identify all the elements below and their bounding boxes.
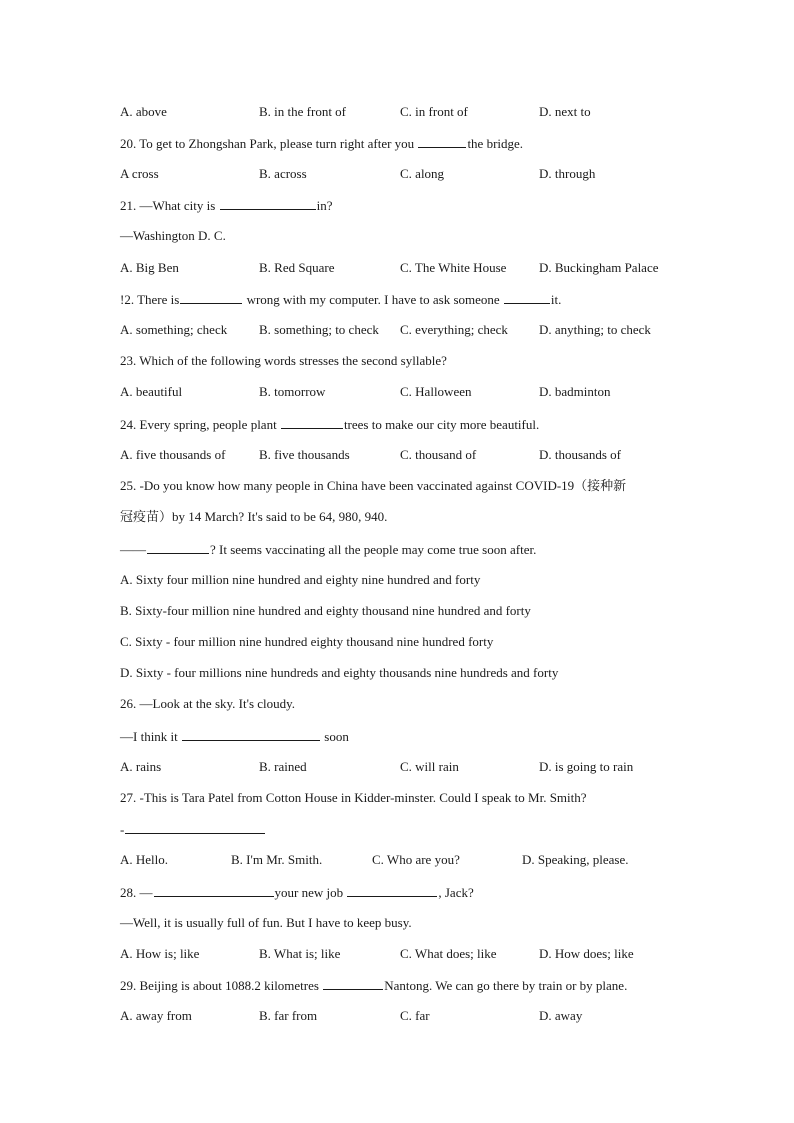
answer-blank xyxy=(347,884,437,897)
question-26-reply xyxy=(120,728,349,745)
option-c: C. along xyxy=(400,166,445,181)
answer-blank xyxy=(220,197,316,210)
question-text: 20. To get to Zhongshan Park, please turn right after you xyxy=(120,136,415,151)
question-25-reply xyxy=(120,541,536,558)
question-text: —I think it xyxy=(120,729,178,744)
option-a: A. away from xyxy=(120,1008,192,1023)
option-a: A. something; check xyxy=(120,322,228,337)
option-d: D. badminton xyxy=(539,384,611,399)
option-d: D. Sixty - four millions nine hundreds and eighty thousands nine hundreds and forty xyxy=(120,665,559,680)
option-b: B. Red Square xyxy=(259,260,335,275)
answer-blank xyxy=(323,977,383,990)
option-b: B. something; to check xyxy=(259,322,379,337)
option-b: B. Sixty-four million nine hundred and eighty thousand nine hundred and forty xyxy=(120,603,531,618)
answer-blank xyxy=(125,821,265,834)
question-text: , Jack? xyxy=(438,885,474,900)
question-text: !2. There is xyxy=(120,292,180,307)
option-a: A. How is; like xyxy=(120,946,200,961)
question-text: the bridge. xyxy=(467,136,524,151)
option-d: D. thousands of xyxy=(539,447,621,462)
question-text: 29. Beijing is about 1088.2 kilometres xyxy=(120,978,319,993)
option-c: C. Halloween xyxy=(400,384,472,399)
option-c: C. in front of xyxy=(400,104,468,119)
question-text: wrong with my computer. I have to ask someone xyxy=(246,292,500,307)
option-b: B. I'm Mr. Smith. xyxy=(231,852,323,867)
question-20 xyxy=(120,135,523,152)
option-c: C. What does; like xyxy=(400,946,497,961)
option-c: C. everything; check xyxy=(400,322,508,337)
option-c: C. Sixty - four million nine hundred eighty thousand nine hundred forty xyxy=(120,634,494,649)
answer-blank xyxy=(147,541,209,554)
question-21 xyxy=(120,197,332,214)
option-a: A. above xyxy=(120,104,167,119)
question-text: 24. Every spring, people plant xyxy=(120,417,277,432)
option-d: D. Buckingham Palace xyxy=(539,260,659,275)
answer-line: —Well, it is usually full of fun. But I have to keep busy. xyxy=(120,915,412,930)
option-d: D. is going to rain xyxy=(539,759,634,774)
option-b: B. five thousands xyxy=(259,447,350,462)
option-a: A. five thousands of xyxy=(120,447,226,462)
option-b: B. What is; like xyxy=(259,946,341,961)
question-27-reply xyxy=(120,821,266,838)
option-d: D. through xyxy=(539,166,596,181)
option-c: C. will rain xyxy=(400,759,459,774)
option-c: C. The White House xyxy=(400,260,507,275)
answer-blank xyxy=(281,416,343,429)
option-d: D. anything; to check xyxy=(539,322,651,337)
question-text: ? It seems vaccinating all the people may come true soon after. xyxy=(210,542,537,557)
answer-blank xyxy=(504,291,550,304)
option-b: B. far from xyxy=(259,1008,318,1023)
question-29 xyxy=(120,977,627,994)
dash: - xyxy=(120,822,125,837)
option-a: A cross xyxy=(120,166,159,181)
answer-blank xyxy=(154,884,274,897)
question-26: 26. —Look at the sky. It's cloudy. xyxy=(120,696,296,711)
option-d: D. away xyxy=(539,1008,583,1023)
question-27: 27. -This is Tara Patel from Cotton House in Kidder-minster. Could I speak to Mr. Smith? xyxy=(120,790,587,805)
question-28 xyxy=(120,884,474,901)
answer-blank xyxy=(418,135,466,148)
question-text: trees to make our city more beautiful. xyxy=(343,417,540,432)
question-25-line-1: 25. -Do you know how many people in China have been vaccinated against COVID-19（接种新 xyxy=(120,478,627,493)
option-b: B. tomorrow xyxy=(259,384,326,399)
option-b: B. across xyxy=(259,166,307,181)
question-text: 28. — xyxy=(120,885,153,900)
option-c: C. far xyxy=(400,1008,430,1023)
question-text: 21. —What city is xyxy=(120,198,216,213)
option-a: A. Hello. xyxy=(120,852,169,867)
option-a: A. rains xyxy=(120,759,162,774)
dash: —— xyxy=(120,542,146,557)
option-b: B. rained xyxy=(259,759,307,774)
question-text: your new job xyxy=(274,885,344,900)
answer-blank xyxy=(182,728,320,741)
question-text: Nantong. We can go there by train or by plane. xyxy=(384,978,628,993)
question-25-line-2: 冠疫苗）by 14 March? It's said to be 64, 980, 940. xyxy=(120,509,388,524)
question-24 xyxy=(120,416,539,433)
answer-line: —Washington D. C. xyxy=(120,228,226,243)
option-a: A. Sixty four million nine hundred and eighty nine hundred and forty xyxy=(120,572,481,587)
option-d: D. How does; like xyxy=(539,946,634,961)
option-d: D. Speaking, please. xyxy=(522,852,629,867)
option-b: B. in the front of xyxy=(259,104,347,119)
question-text: soon xyxy=(324,729,349,744)
answer-blank xyxy=(180,291,242,304)
option-a: A. beautiful xyxy=(120,384,183,399)
option-d: D. next to xyxy=(539,104,591,119)
question-text: it. xyxy=(550,292,562,307)
question-23: 23. Which of the following words stresses the second syllable? xyxy=(120,353,447,368)
option-c: C. thousand of xyxy=(400,447,477,462)
question-22 xyxy=(120,291,561,308)
option-c: C. Who are you? xyxy=(372,852,460,867)
question-text: in? xyxy=(316,198,333,213)
option-a: A. Big Ben xyxy=(120,260,179,275)
